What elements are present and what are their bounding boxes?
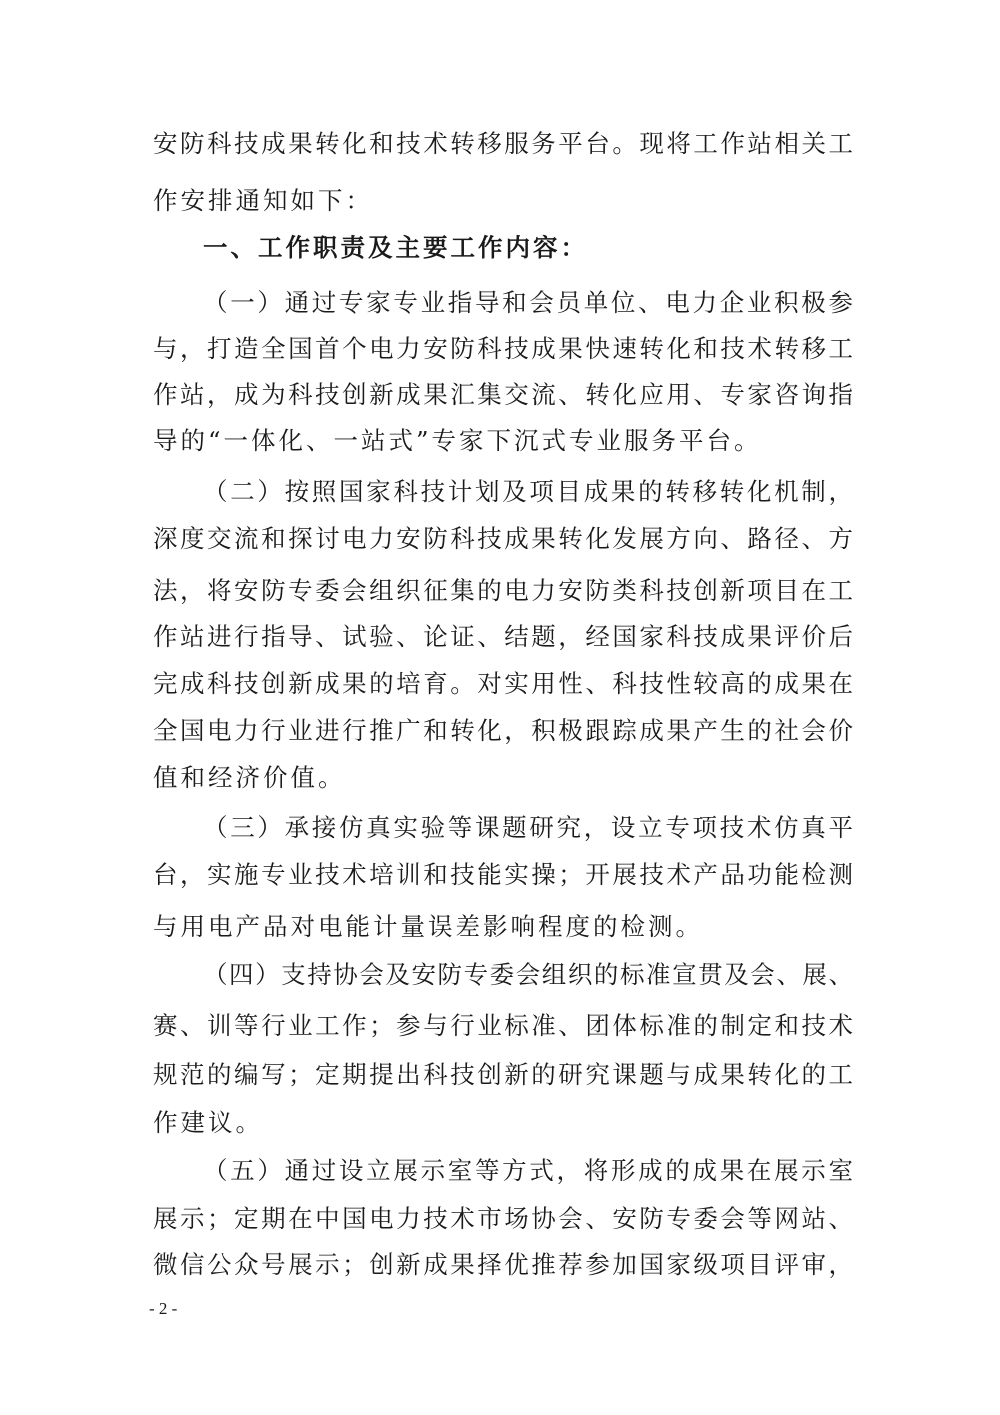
body-text-line: 作站进行指导、试验、论证、结题，经国家科技成果评价后 <box>153 622 853 651</box>
body-text-line: 法，将安防专委会组织征集的电力安防类科技创新项目在工 <box>153 576 853 605</box>
body-text-line: 作建议。 <box>153 1108 263 1137</box>
body-text-line: 台，实施专业技术培训和技能实操；开展技术产品功能检测 <box>153 860 853 889</box>
body-text-line: 导的“一体化、一站式”专家下沉式专业服务平台。 <box>153 426 762 455</box>
body-text-line: 作安排通知如下： <box>153 186 373 215</box>
body-text-line: （四）支持协会及安防专委会组织的标准宣贯及会、展、 <box>203 960 853 989</box>
body-text-line: 微信公众号展示；创新成果择优推荐参加国家级项目评审， <box>153 1250 853 1279</box>
body-text-line: 规范的编写；定期提出科技创新的研究课题与成果转化的工 <box>153 1060 853 1089</box>
body-text-line: 作站，成为科技创新成果汇集交流、转化应用、专家咨询指 <box>153 380 853 409</box>
body-text-line: 完成科技创新成果的培育。对实用性、科技性较高的成果在 <box>153 669 853 698</box>
body-text-line: （三）承接仿真实验等课题研究，设立专项技术仿真平 <box>203 813 853 842</box>
body-text-line: 安防科技成果转化和技术转移服务平台。现将工作站相关工 <box>153 129 853 158</box>
body-text-line: 深度交流和探讨电力安防科技成果转化发展方向、路径、方 <box>153 524 853 553</box>
page-number: - 2 - <box>149 1299 178 1318</box>
body-text-line: 全国电力行业进行推广和转化，积极跟踪成果产生的社会价 <box>153 716 853 745</box>
body-text-line: （一）通过专家专业指导和会员单位、电力企业积极参 <box>203 288 853 317</box>
body-text-line: 与用电产品对电能计量误差影响程度的检测。 <box>153 912 703 941</box>
body-text-line: 赛、训等行业工作；参与行业标准、团体标准的制定和技术 <box>153 1011 853 1040</box>
body-text-line: （二）按照国家科技计划及项目成果的转移转化机制， <box>203 477 853 506</box>
body-text-line: 展示；定期在中国电力技术市场协会、安防专委会等网站、 <box>153 1204 853 1233</box>
body-text-line: 值和经济价值。 <box>153 763 346 792</box>
body-text-line: 与，打造全国首个电力安防科技成果快速转化和技术转移工 <box>153 334 853 363</box>
body-text-line: （五）通过设立展示室等方式，将形成的成果在展示室 <box>203 1156 853 1185</box>
section-heading: 一、工作职责及主要工作内容： <box>203 233 588 262</box>
